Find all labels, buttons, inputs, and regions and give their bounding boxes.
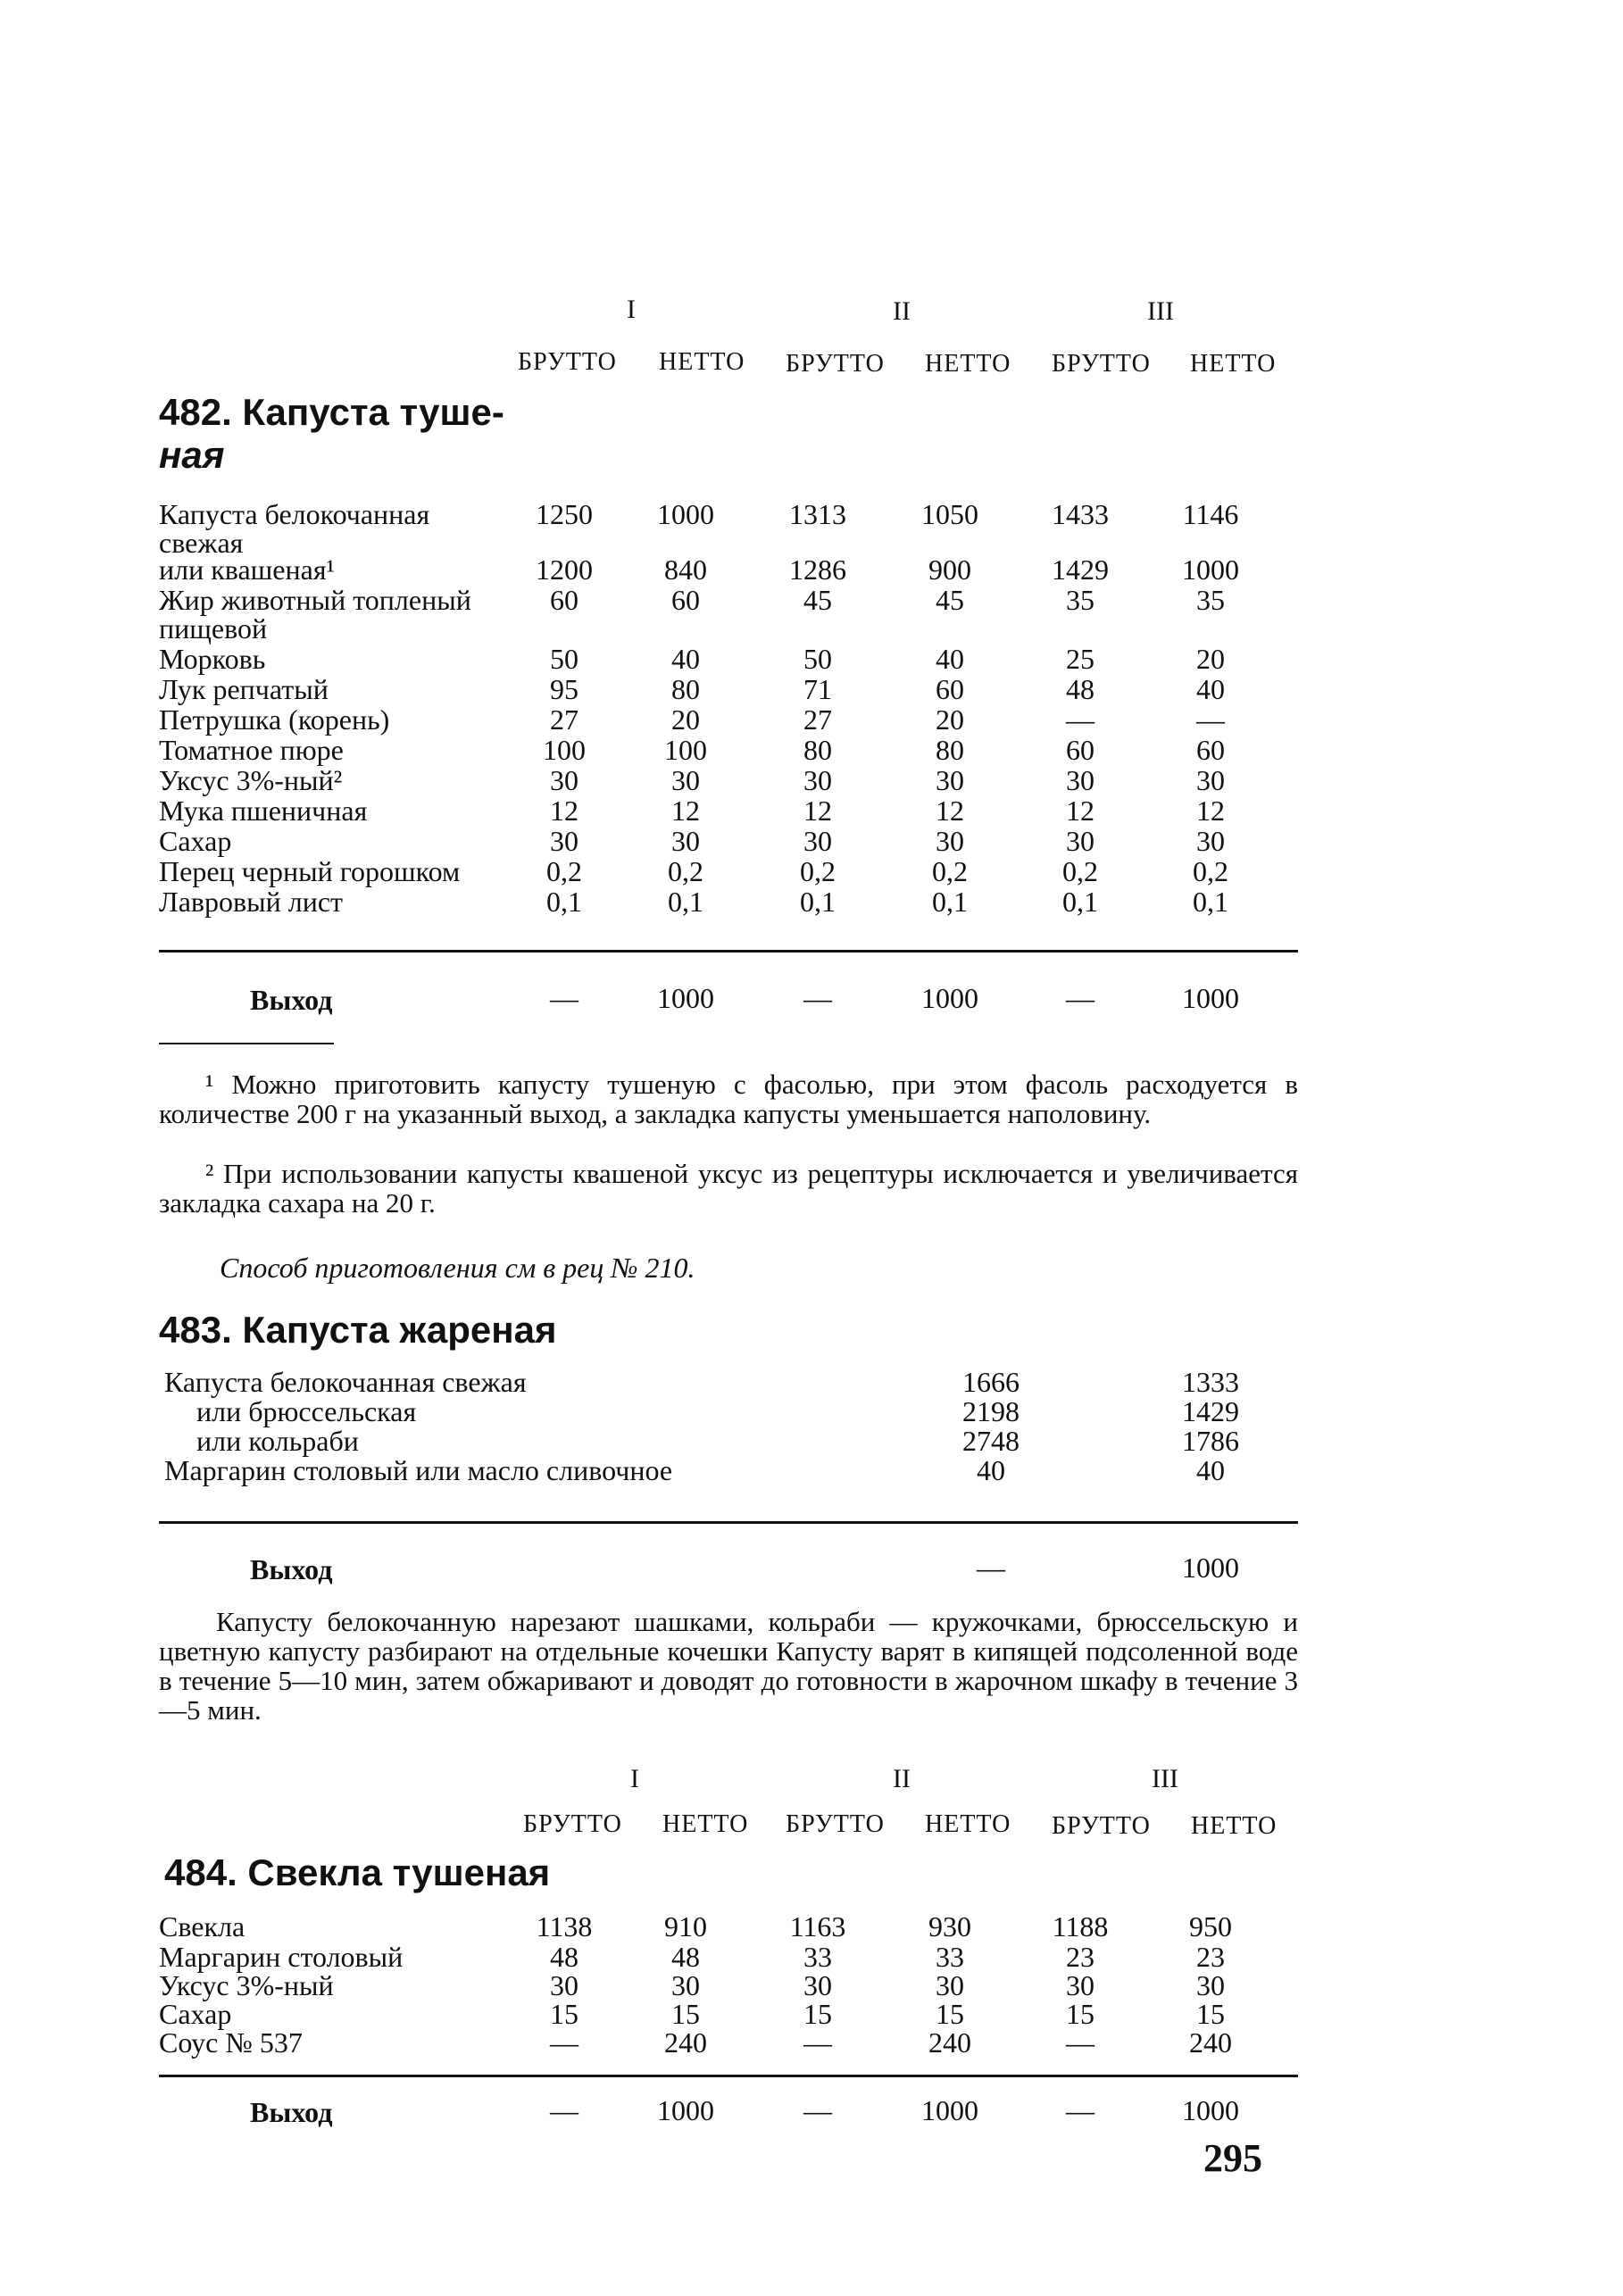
qty-cell: 23	[1196, 1941, 1225, 1973]
yield-cell: 1000	[921, 2094, 978, 2126]
qty-cell: 1429	[1182, 1395, 1239, 1427]
qty-cell: 0,2	[800, 855, 836, 887]
header-brutto: БРУТТО	[518, 348, 617, 376]
qty-cell: 15	[550, 1998, 578, 2030]
qty-cell: 60	[936, 673, 964, 705]
ingredient-label: или квашеная¹	[159, 553, 336, 586]
qty-cell: 48	[671, 1941, 700, 1973]
qty-cell: 0,1	[932, 886, 968, 918]
qty-cell: 15	[803, 1998, 832, 2030]
yield-label: Выход	[250, 984, 333, 1016]
recipe-title: 484. Свекла тушеная	[164, 1851, 551, 1893]
qty-cell: 30	[936, 1969, 964, 2001]
yield-cell: —	[803, 2094, 832, 2126]
qty-cell: 45	[936, 584, 964, 616]
qty-cell: 30	[1196, 764, 1225, 796]
qty-cell: 950	[1189, 1910, 1232, 1942]
qty-cell: 1200	[536, 553, 593, 586]
header-brutto: БРУТТО	[786, 350, 885, 378]
ingredient-label: Томатное пюре	[159, 734, 344, 766]
qty-cell: 1666	[962, 1366, 1020, 1398]
qty-cell: 900	[928, 553, 971, 586]
qty-cell: 71	[803, 673, 832, 705]
qty-cell: 240	[928, 2026, 971, 2059]
ingredient-label: Лук репчатый	[159, 673, 329, 705]
qty-cell: 0,1	[546, 886, 582, 918]
ingredient-label: Лавровый лист	[159, 886, 344, 918]
qty-cell: 23	[1066, 1941, 1094, 1973]
ingredient-label: Мука пшеничная	[159, 794, 368, 827]
qty-cell: 30	[1196, 825, 1225, 857]
qty-cell: 48	[1066, 673, 1094, 705]
qty-cell: 0,1	[668, 886, 703, 918]
ingredient-label: Сахар	[159, 1998, 232, 2030]
qty-cell: 1286	[789, 553, 846, 586]
qty-cell: 0,1	[1193, 886, 1228, 918]
qty-cell: 1138	[536, 1910, 593, 1942]
qty-cell: 1333	[1182, 1366, 1239, 1398]
col-header-II: II	[893, 1764, 911, 1793]
qty-cell: 1429	[1052, 553, 1109, 586]
table-rule	[159, 1521, 1298, 1524]
qty-cell: 20	[1196, 643, 1225, 675]
qty-cell: 240	[664, 2026, 707, 2059]
ingredient-label: Соус № 537	[159, 2026, 303, 2059]
qty-cell: 30	[803, 825, 832, 857]
qty-cell: 12	[936, 794, 964, 827]
qty-cell: 30	[1066, 825, 1094, 857]
qty-cell: 910	[664, 1910, 707, 1942]
qty-cell: 33	[803, 1941, 832, 1973]
qty-cell: 95	[550, 673, 578, 705]
col-header-I: I	[627, 295, 636, 324]
ingredient-label: Сахар	[159, 825, 232, 857]
header-brutto: БРУТТО	[523, 1810, 622, 1838]
qty-cell: 40	[1196, 1454, 1225, 1486]
qty-cell: 2748	[962, 1425, 1020, 1457]
qty-cell: 60	[550, 584, 578, 616]
qty-cell: 12	[1196, 794, 1225, 827]
header-netto: НЕТТО	[1190, 350, 1277, 378]
header-brutto: БРУТТО	[1052, 350, 1151, 378]
yield-cell: 1000	[921, 982, 978, 1014]
ingredient-label: Уксус 3%-ный²	[159, 764, 343, 796]
qty-cell: 40	[977, 1454, 1005, 1486]
qty-cell: 15	[1196, 1998, 1225, 2030]
qty-cell: 30	[936, 764, 964, 796]
yield-cell: —	[1066, 982, 1094, 1014]
qty-cell: 15	[671, 1998, 700, 2030]
qty-cell: 27	[803, 703, 832, 736]
qty-cell: 1000	[657, 498, 714, 530]
yield-cell: —	[550, 2094, 578, 2126]
qty-cell: 80	[671, 673, 700, 705]
qty-cell: 0,2	[1062, 855, 1098, 887]
ingredient-label-cont: свежая	[159, 527, 244, 559]
qty-cell: 50	[550, 643, 578, 675]
col-header-III: III	[1147, 296, 1174, 326]
qty-cell: 45	[803, 584, 832, 616]
footnote-2: ² При использовании капусты квашеной уксус из рецептуры исключается и увеличивается закладка сахара на 20 г.	[159, 1158, 1298, 1219]
qty-cell: 20	[671, 703, 700, 736]
qty-cell: 0,2	[668, 855, 703, 887]
qty-cell: 1000	[1182, 553, 1239, 586]
qty-cell: 80	[936, 734, 964, 766]
qty-cell: 0,1	[1062, 886, 1098, 918]
header-netto: НЕТТО	[925, 1810, 1011, 1838]
qty-cell: 30	[550, 764, 578, 796]
qty-cell: 60	[1066, 734, 1094, 766]
qty-cell: 20	[936, 703, 964, 736]
qty-cell: 50	[803, 643, 832, 675]
qty-cell: 30	[671, 1969, 700, 2001]
ingredient-label: Маргарин столовый	[159, 1941, 404, 1973]
qty-cell: —	[1066, 703, 1094, 736]
yield-cell: 1000	[657, 2094, 714, 2126]
yield-cell: —	[550, 982, 578, 1014]
qty-cell: 1163	[789, 1910, 846, 1942]
ingredient-label: Петрушка (корень)	[159, 703, 390, 736]
header-netto: НЕТТО	[925, 350, 1011, 378]
qty-cell: 30	[1066, 1969, 1094, 2001]
col-header-III: III	[1152, 1764, 1178, 1793]
qty-cell: —	[1066, 2026, 1094, 2059]
yield-cell: —	[1066, 2094, 1094, 2126]
qty-cell: 60	[671, 584, 700, 616]
qty-cell: 30	[1066, 764, 1094, 796]
ingredient-label: Морковь	[159, 643, 266, 675]
qty-cell: 100	[543, 734, 586, 766]
qty-cell: 30	[1196, 1969, 1225, 2001]
qty-cell: 100	[664, 734, 707, 766]
header-netto: НЕТТО	[659, 348, 745, 376]
col-header-I: I	[630, 1764, 639, 1793]
qty-cell: 12	[1066, 794, 1094, 827]
ingredient-label: Жир животный топленый	[159, 584, 471, 616]
qty-cell: 30	[803, 764, 832, 796]
qty-cell: 12	[803, 794, 832, 827]
yield-label: Выход	[250, 1553, 333, 1585]
ingredient-label-cont: пищевой	[159, 612, 268, 645]
table-rule	[159, 950, 1298, 953]
qty-cell: 40	[671, 643, 700, 675]
qty-cell: 25	[1066, 643, 1094, 675]
qty-cell: 33	[936, 1941, 964, 1973]
qty-cell: 12	[671, 794, 700, 827]
qty-cell: 30	[671, 764, 700, 796]
qty-cell: 30	[936, 825, 964, 857]
method-note: Способ приготовления см в рец № 210.	[220, 1252, 695, 1284]
qty-cell: 1786	[1182, 1425, 1239, 1457]
qty-cell: 1433	[1052, 498, 1109, 530]
recipe-title: 482. Капуста туше-	[159, 391, 504, 433]
qty-cell: 15	[1066, 1998, 1094, 2030]
qty-cell: —	[1196, 703, 1225, 736]
qty-cell: 1050	[921, 498, 978, 530]
qty-cell: 840	[664, 553, 707, 586]
qty-cell: —	[803, 2026, 832, 2059]
qty-cell: 40	[936, 643, 964, 675]
ingredient-label: Капуста белокочанная свежая	[164, 1366, 527, 1398]
qty-cell: 1188	[1052, 1910, 1109, 1942]
ingredient-label: Уксус 3%-ный	[159, 1969, 334, 2001]
yield-cell: 1000	[657, 982, 714, 1014]
qty-cell: 30	[671, 825, 700, 857]
col-header-II: II	[893, 296, 911, 326]
recipe-title-cont: ная	[159, 434, 225, 476]
qty-cell: 30	[803, 1969, 832, 2001]
ingredient-label: или брюссельская	[196, 1395, 417, 1427]
qty-cell: 930	[928, 1910, 971, 1942]
ingredient-label: Перец черный горошком	[159, 855, 461, 887]
qty-cell: 1146	[1182, 498, 1239, 530]
yield-cell: 1000	[1182, 2094, 1239, 2126]
header-netto: НЕТТО	[1191, 1812, 1278, 1840]
qty-cell: 80	[803, 734, 832, 766]
page-number: 295	[1203, 2136, 1262, 2180]
qty-cell: 27	[550, 703, 578, 736]
qty-cell: 30	[550, 1969, 578, 2001]
qty-cell: 35	[1066, 584, 1094, 616]
qty-cell: 40	[1196, 673, 1225, 705]
footnote-rule	[159, 1043, 334, 1044]
ingredient-label: Капуста белокочанная	[159, 498, 430, 530]
ingredient-label: Маргарин столовый или масло сливочное	[164, 1454, 673, 1486]
qty-cell: —	[550, 2026, 578, 2059]
qty-cell: 60	[1196, 734, 1225, 766]
qty-cell: 30	[550, 825, 578, 857]
qty-cell: 15	[936, 1998, 964, 2030]
yield-cell: 1000	[1182, 1551, 1239, 1584]
yield-cell: 1000	[1182, 982, 1239, 1014]
qty-cell: 0,2	[932, 855, 968, 887]
header-netto: НЕТТО	[662, 1810, 749, 1838]
qty-cell: 0,1	[800, 886, 836, 918]
header-brutto: БРУТТО	[1052, 1812, 1151, 1840]
footnote-1: ¹ Можно приготовить капусту тушеную с фасолью, при этом фасоль расходуется в количестве 200 г на указанный выход, а закладка капусты уменьшается наполовину.	[159, 1069, 1298, 1129]
yield-cell: —	[977, 1551, 1005, 1584]
yield-cell: —	[803, 982, 832, 1014]
qty-cell: 48	[550, 1941, 578, 1973]
qty-cell: 12	[550, 794, 578, 827]
qty-cell: 1250	[536, 498, 593, 530]
yield-label: Выход	[250, 2096, 333, 2128]
recipe-title: 483. Капуста жареная	[159, 1309, 557, 1351]
header-brutto: БРУТТО	[786, 1810, 885, 1838]
ingredient-label: Свекла	[159, 1910, 246, 1942]
qty-cell: 1313	[789, 498, 846, 530]
recipe-483-text: Капусту белокочанную нарезают шашками, кольраби — кружочками, брюссельскую и цветную капусту разбирают на отдельные кочешки Капусту варят в кипящей подсоленной воде в течение 5—10 мин, затем обжаривают и доводят до готовности в жарочном шкафу в течение 3—5 мин.	[159, 1606, 1298, 1726]
qty-cell: 35	[1196, 584, 1225, 616]
qty-cell: 2198	[962, 1395, 1020, 1427]
qty-cell: 240	[1189, 2026, 1232, 2059]
qty-cell: 0,2	[1193, 855, 1228, 887]
table-rule	[159, 2075, 1298, 2077]
ingredient-label: или кольраби	[196, 1425, 359, 1457]
qty-cell: 0,2	[546, 855, 582, 887]
